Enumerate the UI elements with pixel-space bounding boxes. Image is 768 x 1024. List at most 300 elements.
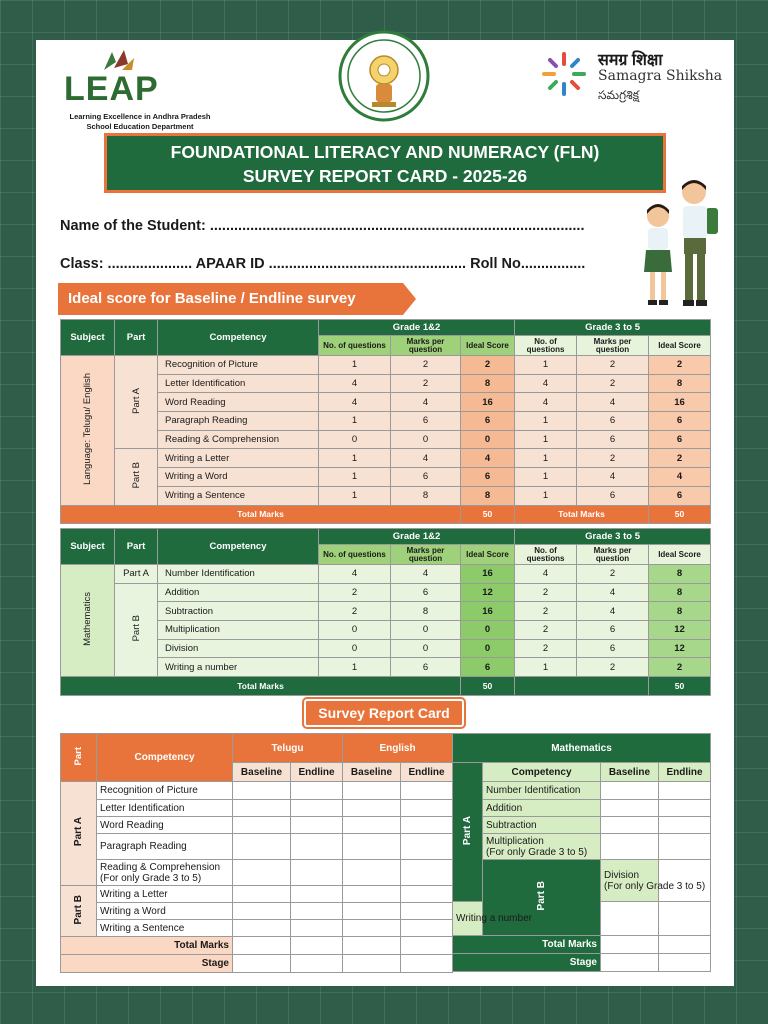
value: 4 (542, 378, 549, 390)
total-value: 50 (482, 680, 493, 691)
mpq-cell (577, 486, 649, 505)
mpq-cell (391, 468, 461, 487)
noq-cell (515, 393, 577, 412)
english-header-text: English (379, 742, 416, 754)
mpq-cell (577, 639, 649, 658)
total-12 (461, 677, 515, 696)
lang-header-row (61, 320, 711, 336)
score-entry-cell[interactable] (401, 834, 453, 860)
part-a-cell (453, 763, 483, 902)
noq-cell (319, 356, 391, 375)
score-entry-cell[interactable] (291, 782, 343, 800)
value: 6 (676, 490, 683, 502)
noq-cell (515, 374, 577, 393)
ideal-cell (461, 356, 515, 375)
competency-cell (158, 393, 319, 412)
competency-note: (For only Grade 3 to 5) (100, 872, 202, 884)
score-entry-cell[interactable] (401, 903, 453, 920)
ideal-cell (461, 658, 515, 677)
score-entry-cell[interactable] (343, 860, 401, 886)
ideal-cell (461, 486, 515, 505)
value: 1 (542, 452, 549, 464)
competency-cell (97, 860, 233, 886)
value: 2 (542, 587, 549, 599)
ideal-cell (649, 658, 711, 677)
mpq-cell (391, 393, 461, 412)
table-row (61, 374, 711, 393)
mpq-cell (577, 658, 649, 677)
ideal-cell (461, 430, 515, 449)
competency-name: Reading & Comprehension (100, 861, 221, 873)
score-entry-cell[interactable] (401, 817, 453, 834)
competency-cell (97, 834, 233, 860)
mpq-text: Marks per question (406, 336, 445, 354)
ideal-cell (649, 486, 711, 505)
competency-cell (158, 583, 319, 602)
mpq-cell (391, 565, 461, 584)
competency-cell (97, 800, 233, 817)
noq-cell (515, 430, 577, 449)
value: 4 (484, 452, 491, 464)
noq-header-35 (515, 545, 577, 565)
total-value: 50 (674, 680, 685, 691)
score-entry-cell[interactable] (343, 937, 401, 955)
score-entry-cell[interactable] (601, 817, 659, 834)
endline-text: Endline (666, 766, 703, 778)
competency-name: Writing a number (456, 913, 532, 924)
ideal-cell (649, 393, 711, 412)
noq-text: No. of questions (526, 336, 565, 354)
part-a-cell (115, 356, 158, 449)
score-entry-cell[interactable] (659, 902, 711, 936)
mpq-header-12 (391, 545, 461, 565)
grade12-header (319, 529, 515, 545)
ideal-header-12 (461, 336, 515, 356)
competency-name: Paragraph Reading (100, 841, 187, 852)
score-entry-cell[interactable] (233, 886, 291, 903)
endline-header (291, 763, 343, 782)
score-entry-cell[interactable] (601, 954, 659, 972)
competency-name: Writing a Sentence (165, 490, 246, 502)
competency-name: Number Identification (486, 785, 581, 796)
score-entry-cell[interactable] (233, 920, 291, 937)
noq-header-35 (515, 336, 577, 356)
competency-cell (158, 468, 319, 487)
mpq-cell (577, 412, 649, 431)
competency-header-text: Competency (209, 332, 267, 343)
mpq-text: Marks per question (593, 336, 632, 354)
competency-header-text: Competency (134, 752, 195, 763)
value: 0 (351, 643, 358, 655)
part-a-label: Part A (123, 568, 149, 580)
score-entry-cell[interactable] (401, 937, 453, 955)
mpq-cell (577, 356, 649, 375)
report-card-page (36, 40, 734, 986)
subject-header (61, 320, 115, 356)
noq-cell (319, 658, 391, 677)
total-text: Total Marks (237, 680, 284, 691)
noq-cell (319, 393, 391, 412)
part-a-label: Part A (73, 817, 84, 847)
ideal-text: Ideal Score (658, 340, 701, 350)
part-a-label: Part A (130, 387, 142, 414)
value: 16 (482, 605, 493, 617)
total-blank (515, 677, 649, 696)
ideal-cell (461, 639, 515, 658)
value: 6 (422, 661, 429, 673)
baseline-text: Baseline (608, 766, 651, 778)
value: 2 (542, 605, 549, 617)
competency-cell (158, 486, 319, 505)
score-entry-cell[interactable] (601, 782, 659, 800)
table-row (61, 782, 453, 800)
total-text: Total Marks (237, 509, 284, 520)
score-entry-cell[interactable] (343, 886, 401, 903)
competency-name: Multiplication (486, 835, 544, 847)
mpq-cell (391, 639, 461, 658)
score-entry-cell[interactable] (401, 860, 453, 886)
andhra-pradesh-emblem-icon (336, 26, 432, 130)
total-value: 50 (674, 509, 685, 520)
mpq-cell (577, 565, 649, 584)
value: 1 (542, 434, 549, 446)
ideal-cell (649, 468, 711, 487)
competency-cell (158, 449, 319, 468)
math-subject-label: Mathematics (82, 592, 93, 646)
stage-text: Stage (569, 957, 597, 968)
ideal-cell (461, 449, 515, 468)
competency-header (158, 320, 319, 356)
leap-subtitle-line2: School Education Department (86, 122, 194, 131)
part-b-cell (483, 860, 601, 936)
students-illustration-icon (634, 176, 724, 316)
mpq-cell (577, 621, 649, 640)
table-row (61, 449, 711, 468)
table-row (61, 486, 711, 505)
score-entry-cell[interactable] (401, 955, 453, 973)
noq-cell (319, 374, 391, 393)
ideal-cell (649, 583, 711, 602)
noq-header-12 (319, 545, 391, 565)
score-entry-cell[interactable] (233, 903, 291, 920)
competency-name: Recognition of Picture (165, 359, 258, 371)
score-entry-cell[interactable] (291, 886, 343, 903)
score-entry-cell[interactable] (659, 782, 711, 800)
table-row (61, 834, 453, 860)
value: 1 (351, 490, 358, 502)
competency-name: Writing a Word (100, 905, 166, 917)
score-entry-cell[interactable] (291, 937, 343, 955)
endline-header (401, 763, 453, 782)
score-entry-cell[interactable] (343, 834, 401, 860)
table-row (453, 800, 711, 817)
score-entry-cell[interactable] (343, 955, 401, 973)
telugu-header (233, 734, 343, 763)
score-entry-cell[interactable] (601, 936, 659, 954)
value: 4 (422, 568, 429, 580)
noq-cell (319, 602, 391, 621)
part-b-cell (115, 449, 158, 505)
mpq-cell (577, 583, 649, 602)
competency-name: Subtraction (486, 819, 537, 831)
table-row (61, 430, 711, 449)
competency-cell (483, 834, 601, 860)
total-label-35 (515, 505, 649, 524)
value: 2 (676, 661, 683, 673)
mathematics-header (453, 734, 711, 763)
competency-cell (158, 356, 319, 375)
score-entry-cell[interactable] (401, 920, 453, 937)
competency-name: Reading & Comprehension (165, 434, 280, 446)
mpq-cell (577, 449, 649, 468)
score-entry-cell[interactable] (659, 954, 711, 972)
value: 1 (351, 661, 358, 673)
ideal-text: Ideal Score (658, 549, 701, 559)
english-header (343, 734, 453, 763)
total-row (61, 677, 711, 696)
value: 1 (542, 415, 549, 427)
score-entry-cell[interactable] (233, 800, 291, 817)
value: 6 (422, 471, 429, 483)
total-row (61, 505, 711, 524)
value: 2 (422, 359, 429, 371)
value: 6 (609, 434, 616, 446)
ideal-cell (461, 374, 515, 393)
table-row (61, 356, 711, 375)
value: 6 (422, 415, 429, 427)
ideal-cell (461, 583, 515, 602)
value: 2 (609, 568, 616, 580)
leap-subtitle-line1: Learning Excellence in Andhra Pradesh (69, 112, 211, 121)
competency-cell (158, 374, 319, 393)
value: 6 (422, 587, 429, 599)
value: 8 (676, 587, 683, 599)
score-entry-cell[interactable] (291, 800, 343, 817)
score-entry-cell[interactable] (233, 937, 291, 955)
ideal-cell (649, 639, 711, 658)
score-entry-cell[interactable] (291, 920, 343, 937)
competency-note: (For only Grade 3 to 5) (604, 880, 706, 892)
value: 8 (676, 568, 683, 580)
competency-cell (158, 412, 319, 431)
value: 8 (422, 490, 429, 502)
value: 1 (542, 471, 549, 483)
value: 0 (351, 434, 358, 446)
value: 0 (422, 624, 429, 636)
competency-cell (158, 621, 319, 640)
value: 4 (609, 396, 616, 408)
mpq-header-35 (577, 336, 649, 356)
part-header (115, 529, 158, 565)
stage-text: Stage (201, 958, 229, 969)
ss-hindi-title: समग्र शिक्षा (598, 52, 663, 69)
samagra-shiksha-dots-icon (538, 50, 590, 98)
value: 2 (609, 661, 616, 673)
score-entry-cell[interactable] (659, 800, 711, 817)
score-entry-cell[interactable] (343, 903, 401, 920)
table-row (61, 468, 711, 487)
endline-text: Endline (298, 766, 335, 778)
value: 12 (674, 643, 685, 655)
language-subject-cell (61, 356, 115, 506)
score-entry-cell[interactable] (233, 782, 291, 800)
score-entry-cell[interactable] (659, 834, 711, 860)
part-header-text: Part (126, 332, 146, 343)
survey-report-card-button[interactable]: Survey Report Card (304, 699, 464, 727)
value: 16 (482, 568, 493, 580)
grade12-header (319, 320, 515, 336)
value: 1 (351, 359, 358, 371)
competency-name: Subtraction (165, 605, 214, 617)
mpq-cell (391, 374, 461, 393)
score-entry-cell[interactable] (343, 920, 401, 937)
noq-cell (515, 468, 577, 487)
ideal-cell (461, 565, 515, 584)
part-b-label: Part B (130, 462, 142, 489)
competency-name: Recognition of Picture (100, 785, 198, 796)
competency-header-text: Competency (209, 541, 267, 552)
total-label (61, 677, 461, 696)
score-entry-cell[interactable] (659, 936, 711, 954)
ideal-cell (649, 356, 711, 375)
competency-cell (483, 800, 601, 817)
value: 6 (609, 643, 616, 655)
competency-header-text: Competency (511, 766, 572, 778)
value: 1 (542, 490, 549, 502)
grade35-header (515, 529, 711, 545)
score-entry-cell[interactable] (343, 800, 401, 817)
ideal-cell (461, 393, 515, 412)
score-entry-cell[interactable] (401, 800, 453, 817)
student-name-field[interactable]: Name of the Student: ............................................................................................. (60, 218, 585, 234)
competency-name: Letter Identification (100, 802, 185, 814)
score-entry-cell[interactable] (401, 886, 453, 903)
ideal-cell (649, 430, 711, 449)
noq-cell (515, 658, 577, 677)
competency-name: Division (165, 643, 199, 655)
score-entry-cell[interactable] (233, 955, 291, 973)
total-label (61, 505, 461, 524)
noq-cell (515, 565, 577, 584)
part-b-label: Part B (73, 894, 84, 925)
total-35 (649, 505, 711, 524)
score-entry-cell[interactable] (401, 782, 453, 800)
score-entry-cell[interactable] (291, 955, 343, 973)
score-entry-cell[interactable] (343, 817, 401, 834)
score-entry-cell[interactable] (659, 817, 711, 834)
score-entry-cell[interactable] (291, 817, 343, 834)
ideal-cell (649, 412, 711, 431)
value: 6 (676, 415, 683, 427)
value: 8 (676, 378, 683, 390)
mpq-header-12 (391, 336, 461, 356)
value: 4 (609, 605, 616, 617)
stage-label (61, 955, 233, 973)
noq-cell (515, 639, 577, 658)
mpq-text: Marks per question (593, 545, 632, 563)
part-b-label: Part B (536, 881, 547, 911)
mpq-cell (391, 602, 461, 621)
mpq-cell (391, 430, 461, 449)
competency-name: Addition (486, 802, 523, 814)
value: 6 (609, 415, 616, 427)
value: 6 (609, 490, 616, 502)
score-entry-cell[interactable] (601, 902, 659, 936)
value: 12 (482, 587, 493, 599)
value: 6 (676, 434, 683, 446)
value: 4 (422, 452, 429, 464)
part-header (115, 320, 158, 356)
competency-header (158, 529, 319, 565)
total-12 (461, 505, 515, 524)
grade12-header-text: Grade 1&2 (392, 322, 441, 333)
table-row (61, 903, 453, 920)
competency-cell (158, 658, 319, 677)
samagra-shiksha-logo (538, 48, 728, 108)
total-marks-row (61, 937, 453, 955)
mpq-cell (577, 393, 649, 412)
report-title (104, 133, 666, 193)
competency-header (483, 763, 601, 782)
competency-cell (158, 602, 319, 621)
score-entry-cell[interactable] (233, 834, 291, 860)
value: 8 (484, 378, 491, 390)
value: 2 (609, 378, 616, 390)
class-apaar-roll-field[interactable]: Class: ..................... APAAR ID ................................................. Roll No................ (60, 256, 586, 272)
ideal-cell (649, 449, 711, 468)
report-header-row (453, 734, 711, 763)
ideal-cell (461, 621, 515, 640)
ideal-cell (649, 621, 711, 640)
ideal-cell (461, 412, 515, 431)
noq-header-12 (319, 336, 391, 356)
total-marks-text: Total Marks (542, 939, 597, 950)
table-row (61, 639, 711, 658)
total-value: 50 (482, 509, 493, 520)
competency-cell (483, 817, 601, 834)
value: 6 (484, 661, 491, 673)
table-row (61, 412, 711, 431)
competency-cell (158, 565, 319, 584)
mpq-cell (577, 374, 649, 393)
subject-header-text: Subject (70, 541, 105, 552)
score-entry-cell[interactable] (343, 782, 401, 800)
ideal-text: Ideal Score (466, 340, 509, 350)
title-line1: FOUNDATIONAL LITERACY AND NUMERACY (FLN) (170, 142, 600, 162)
competency-cell (158, 430, 319, 449)
value: 16 (674, 396, 685, 408)
table-row (61, 583, 711, 602)
score-entry-cell[interactable] (291, 903, 343, 920)
part-header (61, 734, 97, 782)
value: 1 (542, 359, 549, 371)
mpq-cell (391, 583, 461, 602)
part-b-cell (115, 583, 158, 676)
score-entry-cell[interactable] (291, 834, 343, 860)
score-entry-cell[interactable] (601, 800, 659, 817)
ideal-header-35 (649, 545, 711, 565)
part-a-cell (61, 782, 97, 886)
score-entry-cell[interactable] (291, 860, 343, 886)
score-entry-cell[interactable] (233, 860, 291, 886)
value: 1 (351, 471, 358, 483)
score-entry-cell[interactable] (233, 817, 291, 834)
score-entry-cell[interactable] (601, 834, 659, 860)
value: 0 (484, 624, 491, 636)
competency-name: Word Reading (100, 819, 164, 831)
competency-cell (97, 817, 233, 834)
competency-name: Writing a Word (165, 471, 228, 483)
